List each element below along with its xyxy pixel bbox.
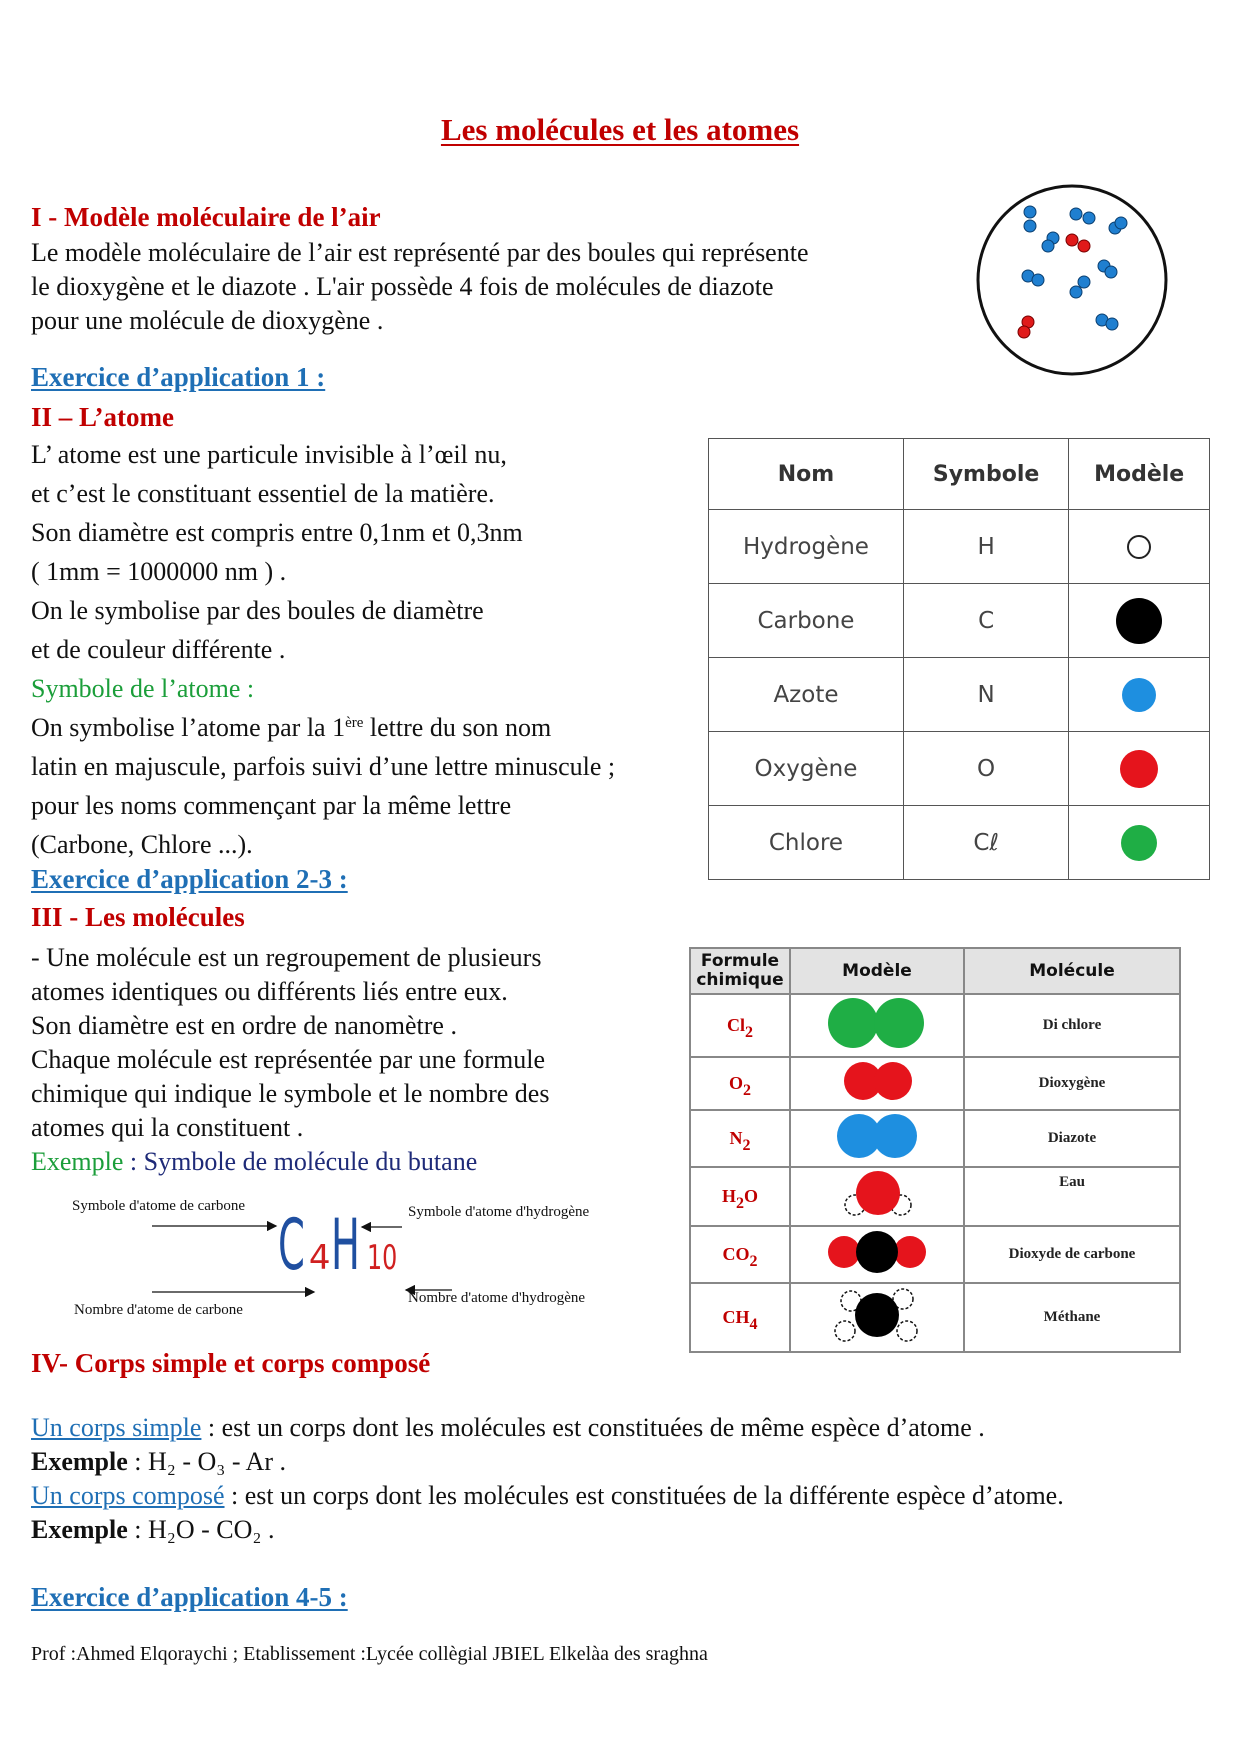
text-line: Son diamètre est en ordre de nanomètre . [31,1011,457,1040]
text-line: atomes qui la constituent . [31,1113,304,1142]
text-line: (Carbone, Chlore ...). [31,830,253,859]
page-title: Les molécules et les atomes [440,112,800,147]
carbon-symbol: C [278,1204,305,1286]
text-line: ( 1mm = 1000000 nm ) . [31,557,287,586]
exercise-1-link[interactable]: Exercice d’application 1 : [31,362,326,392]
text-line: latin en majuscule, parfois suivi d’une lettre minuscule ; [31,752,616,781]
text-line: L’ atome est une particule invisible à l’œil nu, [31,440,507,469]
atom-symbol: H [903,510,1068,584]
carbon-index: 4 [308,1238,331,1278]
oxygen-ball-icon [1120,750,1158,788]
header-molecule: Molécule [964,948,1180,994]
text-line: Exemple : H₂ - O₃ - Ar . [31,1447,286,1476]
atom-name: Chlore [709,806,904,880]
formula-cell: $N_2$ [690,1110,790,1167]
carbon-dioxide-model-icon [812,1228,942,1276]
butane-formula [278,1204,410,1286]
molecule-name: Diazote [964,1110,1180,1167]
methane-model-icon [817,1285,937,1345]
atom-name: Oxygène [709,732,904,806]
hydrogen-ball-icon [1127,535,1151,559]
atom-symbol: O [903,732,1068,806]
molecules-table [689,947,1181,1353]
table-row [690,1057,1180,1110]
header-formule: Formule chimique [690,948,790,994]
text-line: le dioxygène et le diazote . L'air possède 4 fois de molécules de diazote [31,272,774,301]
section-3-heading: III - Les molécules [31,902,245,932]
atoms-table [708,438,1210,880]
corps-simple-link[interactable]: Un corps simple [31,1413,202,1442]
header-modele: Modèle [1069,439,1210,510]
caption-carbon-symbol: Symbole d'atome de carbone [72,1198,246,1214]
dinitrogen-model-icon [817,1112,937,1160]
symbol-heading: Symbole de l’atome : [31,674,255,703]
atom-symbol: C [903,584,1068,658]
text-line: Exemple : H₂O - CO₂ . [31,1515,275,1544]
formula-cell: $Cl_2$ [690,994,790,1057]
carbon-ball-icon [1116,598,1162,644]
molecule-name: Di chlore [964,994,1180,1057]
section-2-text [31,435,615,864]
exercise-4-5-link[interactable]: Exercice d’application 4-5 : [31,1582,348,1612]
molecule-name: Dioxygène [964,1057,1180,1110]
section-1-text [31,236,809,338]
table-row [709,658,1210,732]
nitrogen-ball-icon [1122,678,1156,712]
text-line: On symbolise l’atome par la 1ère lettre du son nom [31,713,552,742]
table-row [709,732,1210,806]
section-4-text [31,1411,1064,1547]
header-modele: Modèle [790,948,964,994]
section-2-heading: II – L’atome [31,402,175,432]
text-line: atomes identiques ou différents liés entre eux. [31,977,508,1006]
header-symbole: Symbole [903,439,1068,510]
formula-cell: $CO_2$ [690,1226,790,1283]
formula-cell: $O_2$ [690,1057,790,1110]
text-line: chimique qui indique le symbole et le nombre des [31,1079,550,1108]
text-line: et c’est le constituant essentiel de la matière. [31,479,495,508]
molecule-name: Méthane [964,1283,1180,1352]
table-row [690,1226,1180,1283]
chlorine-ball-icon [1121,825,1157,861]
text-line: Un corps composé : est un corps dont les molécules est constituées de la différente espèce d’atome. [31,1481,1064,1510]
formula-cell: $H_2O$ [690,1167,790,1226]
table-row [690,1283,1180,1352]
text-line: pour les noms commençant par la même lettre [31,791,512,820]
caption-hydrogen-symbol: Symbole d'atome d'hydrogène [408,1204,590,1220]
table-row [690,1110,1180,1167]
table-row [709,584,1210,658]
table-row [709,806,1210,880]
footer-credit: Prof :Ahmed Elqoraychi ; Etablissement :Lycée collègial JBIEL Elkelàa des sraghna [31,1643,708,1665]
example-line: Exemple : Symbole de molécule du butane [31,1147,478,1176]
exercise-2-3-link[interactable]: Exercice d’application 2-3 : [31,864,348,894]
hydrogen-index: 10 [367,1238,398,1278]
text-line: Son diamètre est compris entre 0,1nm et 0,3nm [31,518,523,547]
dichlorine-model-icon [817,996,937,1050]
table-row [690,1167,1180,1226]
text-line: Le modèle moléculaire de l’air est représenté par des boules qui représente [31,238,809,267]
section-1-heading: I - Modèle moléculaire de l’air [31,202,381,232]
molecule-name: Dioxyde de carbone [964,1226,1180,1283]
water-model-icon [817,1169,937,1219]
dioxygen-model-icon [817,1059,937,1103]
text-line: pour une molécule de dioxygène . [31,306,384,335]
table-row [690,994,1180,1057]
hydrogen-symbol: H [330,1204,360,1286]
table-row [709,510,1210,584]
butane-formula-figure [70,1190,630,1320]
section-4-heading: IV- Corps simple et corps composé [31,1348,431,1378]
atom-name: Carbone [709,584,904,658]
caption-carbon-count: Nombre d'atome de carbone [74,1302,243,1318]
text-line: et de couleur différente . [31,635,286,664]
corps-compose-link[interactable]: Un corps composé [31,1481,225,1510]
molecule-name: Eau [964,1167,1180,1226]
text-line: - Une molécule est un regroupement de plusieurs [31,943,542,972]
atom-name: Azote [709,658,904,732]
text-line: On le symbolise par des boules de diamètre [31,596,484,625]
text-line: Chaque molécule est représentée par une formule [31,1045,545,1074]
header-nom: Nom [709,439,904,510]
atom-symbol: Cℓ [903,806,1068,880]
atom-name: Hydrogène [709,510,904,584]
air-model-diagram [972,180,1172,380]
caption-hydrogen-count: Nombre d'atome d'hydrogène [408,1290,586,1306]
text-line: Un corps simple : est un corps dont les molécules est constituées de même espèce d’atome . [31,1413,985,1442]
formula-cell: $CH_4$ [690,1283,790,1352]
atom-symbol: N [903,658,1068,732]
section-3-text [31,941,549,1179]
